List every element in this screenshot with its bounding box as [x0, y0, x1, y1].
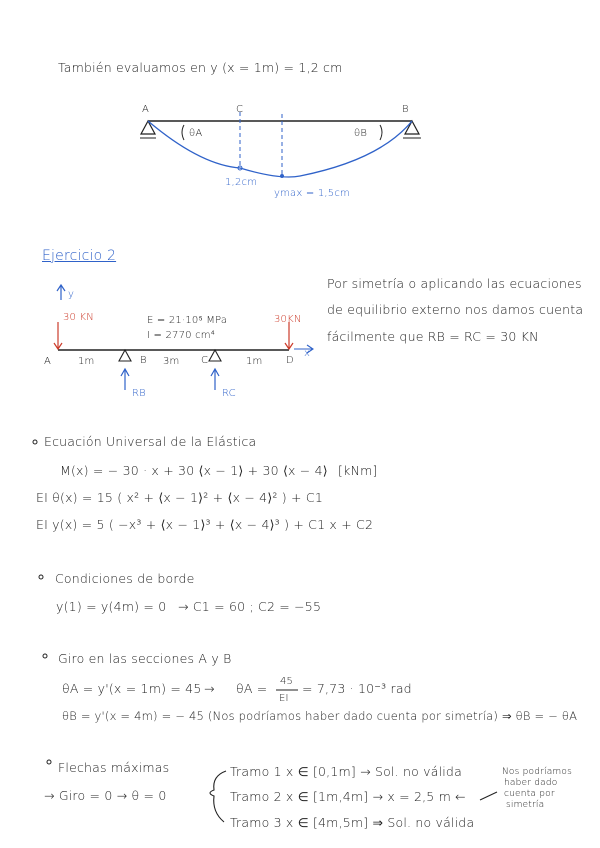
span-2: 3m	[163, 356, 180, 367]
bullet-2	[39, 575, 43, 579]
theta-a-arc	[182, 125, 184, 140]
rotation-heading: Giro en las secciones A y B	[58, 651, 232, 666]
boundary-equation: y(1) = y(4m) = 0	[56, 599, 167, 614]
bullet-1	[33, 440, 37, 444]
deflection-equation: EI y(x) = 5 ( −x³ + ⟨x − 1⟩³ + ⟨x − 4⟩³ ) + C1 x + C2	[36, 517, 374, 532]
deflection-curve	[148, 121, 412, 177]
intro-line: También evaluamos en y (x = 1m) = 1,2 cm	[58, 60, 343, 75]
fig1-deflection-c: 1,2cm	[225, 177, 258, 188]
fig1-label-c: C	[236, 104, 244, 115]
beam2-label-a: A	[44, 356, 52, 367]
support-c2-icon	[209, 350, 221, 361]
support-a-icon	[141, 121, 155, 134]
note-line-2: haber dado	[504, 778, 558, 788]
max-deflection-heading: Flechas máximas	[58, 760, 170, 775]
rotation-equation: EI θ(x) = 15 ( x² + ⟨x − 1⟩² + ⟨x − 4⟩² ) + C1	[36, 490, 323, 505]
tramo-brace	[210, 771, 226, 822]
fraction-denominator: EI	[279, 693, 289, 704]
theta-a-arrow: →	[204, 681, 215, 696]
span-3: 1m	[246, 356, 263, 367]
tramo-3: Tramo 3 x ∈ [4m,5m] ⇒ Sol. no válida	[230, 815, 475, 830]
fig1-label-b: B	[402, 104, 409, 115]
theta-b-arc	[380, 125, 382, 140]
span-1: 1m	[78, 356, 95, 367]
reaction-b-label: RB	[132, 388, 146, 399]
boundary-heading: Condiciones de borde	[55, 571, 195, 586]
fraction-numerator: 45	[280, 676, 294, 687]
reaction-c-label: RC	[222, 388, 236, 399]
note-line-4: simetría	[506, 800, 545, 810]
bullet-4	[47, 760, 51, 764]
exercise-2-heading: Ejercicio 2	[42, 248, 117, 264]
note-line-1: Nos podríamos	[502, 767, 572, 777]
moment-equation: M(x) = − 30 · x + 30 ⟨x − 1⟩ + 30 ⟨x − 4⟩	[60, 463, 328, 478]
fig1-label-a: A	[142, 104, 150, 115]
fig1-ymax: ymax = 1,5cm	[274, 188, 350, 199]
axis-x-label: x	[304, 348, 311, 359]
zero-rotation-condition: → Giro = 0 → θ = 0	[44, 788, 167, 803]
moment-units: [kNm]	[338, 463, 378, 478]
load-right-label: 30KN	[274, 314, 302, 325]
fig1-theta-b: θB	[354, 128, 368, 139]
load-left-label: 30 KN	[63, 312, 94, 323]
beam2-label-c: C	[201, 355, 209, 366]
theta-b-equation: θB = y'(x = 4m) = − 45 (Nos podríamos haber dado cuenta por simetría) ⇒ θB = − θA	[62, 709, 578, 723]
beam2-label-b: B	[140, 355, 147, 366]
theta-a-value: θA =	[236, 681, 268, 696]
inertia: I = 2770 cm⁴	[147, 330, 215, 341]
tramo-1: Tramo 1 x ∈ [0,1m] → Sol. no válida	[230, 764, 462, 779]
symmetry-line-3: fácilmente que RB = RC = 30 KN	[327, 329, 539, 344]
beam2-label-d: D	[286, 355, 294, 366]
boundary-result: → C1 = 60 ; C2 = −55	[178, 599, 322, 614]
point-ymax-marker	[280, 174, 284, 178]
support-b2-icon	[119, 350, 131, 361]
symmetry-line-2: de equilibrio externo nos damos cuenta	[327, 302, 584, 317]
note-line-3: cuenta por	[504, 789, 555, 799]
theta-a-equation: θA = y'(x = 1m) = 45	[62, 681, 202, 696]
symmetry-line-1: Por simetría o aplicando las ecuaciones	[327, 276, 582, 291]
theta-a-result: = 7,73 · 10⁻³ rad	[302, 681, 412, 696]
support-b-icon	[405, 121, 419, 134]
universal-heading: Ecuación Universal de la Elástica	[44, 434, 257, 449]
note-arrow	[480, 792, 497, 800]
axis-y-label: y	[68, 289, 75, 300]
fig1-theta-a: θA	[189, 128, 203, 139]
bullet-3	[43, 654, 47, 658]
tramo-2: Tramo 2 x ∈ [1m,4m] → x = 2,5 m ←	[230, 789, 466, 804]
young-modulus: E = 21·10⁵ MPa	[147, 315, 228, 326]
